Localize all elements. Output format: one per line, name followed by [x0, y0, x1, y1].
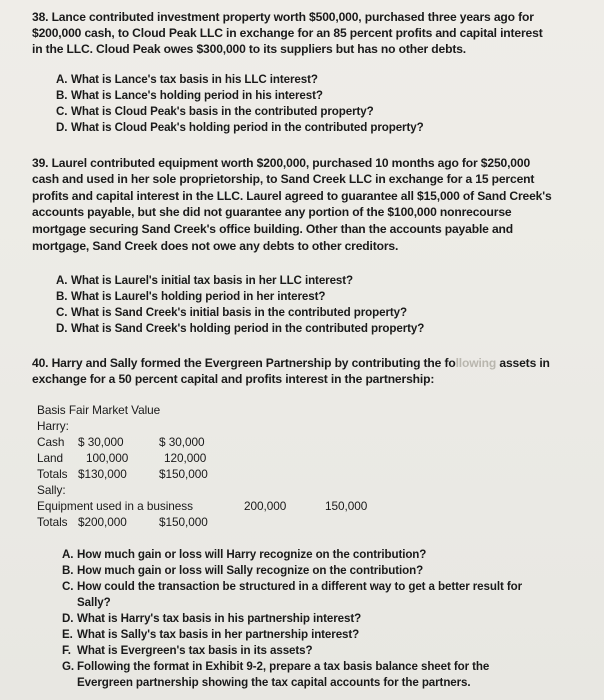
q38-item-text: What is Lance's tax basis in his LLC interest?	[71, 73, 318, 86]
q39-item-letter: C.	[56, 306, 68, 319]
q40-item-text: Following the format in Exhibit 9-2, prepare a tax basis balance sheet for the	[77, 660, 490, 673]
q38-line-2: $200,000 cash, to Cloud Peak LLC in exchange for an 85 percent profits and capital interest	[32, 26, 543, 40]
q40-line-1-end: assets in	[496, 356, 550, 370]
q38-item-text: What is Lance's holding period in his interest?	[71, 89, 323, 102]
equipment-fmv: 150,000	[325, 499, 368, 513]
sally-totals-fmv: $150,000	[159, 515, 208, 529]
q39-line-3: profits and capital interest in the LLC. Laurel agreed to guarantee all $15,000 of Sand Creek's	[32, 189, 552, 203]
q38-item-d	[56, 120, 424, 136]
q38-line-1: 38. Lance contributed investment property worth $500,000, purchased three years ago for	[32, 10, 534, 24]
q38-item-letter: A.	[56, 73, 68, 86]
q40-item-g-cont: Evergreen partnership showing the tax capital accounts for the partners.	[77, 676, 471, 689]
q38-item-letter: D.	[56, 121, 68, 134]
q39-item-text: What is Sand Creek's holding period in the contributed property?	[71, 322, 425, 335]
harry-totals-fmv: $150,000	[159, 467, 208, 481]
land-fmv: 120,000	[164, 451, 207, 465]
q39-item-b	[56, 289, 325, 305]
q40-item-text: How much gain or loss will Harry recognize on the contribution?	[77, 548, 427, 561]
q40-item-f	[62, 643, 313, 659]
q38-item-b	[56, 88, 323, 104]
q40-item-letter: B.	[62, 564, 74, 577]
sally-totals-label: Totals	[37, 515, 68, 529]
q40-item-c-cont: Sally?	[77, 596, 111, 609]
harry-label: Harry:	[37, 419, 69, 433]
q40-line-1-start: 40. Harry and Sally formed the Evergreen Partnership by contributing the fo	[32, 356, 456, 370]
q40-item-letter: D.	[62, 612, 74, 625]
land-label: Land	[37, 451, 64, 465]
q39-item-letter: A.	[56, 274, 68, 287]
q38-item-c	[56, 104, 374, 120]
q40-item-letter: C.	[62, 580, 74, 593]
table-header: Basis Fair Market Value	[37, 403, 161, 417]
q38-item-text: What is Cloud Peak's basis in the contributed property?	[71, 105, 374, 118]
q40-item-a	[62, 547, 426, 563]
q40-item-b	[62, 563, 423, 579]
q38-item-letter: B.	[56, 89, 68, 102]
q38-item-letter: C.	[56, 105, 68, 118]
q40-item-text: What is Sally's tax basis in her partnership interest?	[77, 628, 360, 641]
q39-item-text: What is Sand Creek's initial basis in the contributed property?	[71, 306, 407, 319]
q39-line-5: mortgage securing Sand Creek's office building. Other than the accounts payable and	[32, 222, 513, 236]
q39-item-letter: B.	[56, 290, 68, 303]
q39-item-c	[56, 305, 407, 321]
q40-line-1-faded: llowing	[455, 356, 497, 370]
q39-line-2: cash and used in her sole proprietorship, to Sand Creek LLC in exchange for a 15 percent	[32, 172, 535, 186]
sally-totals-basis: $200,000	[78, 515, 127, 529]
q39-line-1: 39. Laurel contributed equipment worth $200,000, purchased 10 months ago for $250,000	[32, 156, 531, 170]
q40-item-letter: F.	[62, 644, 71, 657]
q38-item-text: What is Cloud Peak's holding period in the contributed property?	[71, 121, 424, 134]
q40-item-letter: E.	[62, 628, 73, 641]
q40-item-text: How could the transaction be structured in a different way to get a better result for	[77, 580, 523, 593]
q40-item-text: How much gain or loss will Sally recognize on the contribution?	[77, 564, 424, 577]
q40-item-letter: G.	[62, 660, 75, 673]
q40-item-d	[62, 611, 361, 627]
cash-basis: $ 30,000	[78, 435, 124, 449]
sally-label: Sally:	[37, 483, 66, 497]
q38-line-3: in the LLC. Cloud Peak owes $300,000 to its suppliers but has no other debts.	[32, 42, 466, 56]
land-basis: 100,000	[86, 451, 129, 465]
q40-item-letter: A.	[62, 548, 74, 561]
q39-item-letter: D.	[56, 322, 68, 335]
q40-item-e	[62, 627, 359, 643]
equipment-basis: 200,000	[244, 499, 287, 513]
q40-item-text: What is Evergreen's tax basis in its assets?	[77, 644, 313, 657]
equipment-label: Equipment used in a business	[37, 499, 193, 513]
q39-item-d	[56, 321, 424, 337]
q39-line-6: mortgage, Sand Creek does not owe any debts to other creditors.	[32, 239, 399, 253]
q40-item-g	[62, 659, 489, 675]
q38-item-a	[56, 72, 318, 88]
q40-item-c	[62, 579, 522, 595]
cash-fmv: $ 30,000	[159, 435, 205, 449]
q40-item-text: What is Harry's tax basis in his partnership interest?	[77, 612, 362, 625]
q39-item-text: What is Laurel's initial tax basis in her LLC interest?	[71, 274, 354, 287]
q40-line-2: exchange for a 50 percent capital and profits interest in the partnership:	[32, 372, 435, 386]
cash-label: Cash	[37, 435, 65, 449]
q40-line-1	[32, 355, 550, 372]
q39-line-4: accounts payable, but she did not guarantee any portion of the $100,000 nonrecourse	[32, 205, 512, 219]
harry-totals-label: Totals	[37, 467, 68, 481]
harry-totals-basis: $130,000	[78, 467, 127, 481]
q39-item-text: What is Laurel's holding period in her interest?	[71, 290, 326, 303]
q39-item-a	[56, 273, 353, 289]
